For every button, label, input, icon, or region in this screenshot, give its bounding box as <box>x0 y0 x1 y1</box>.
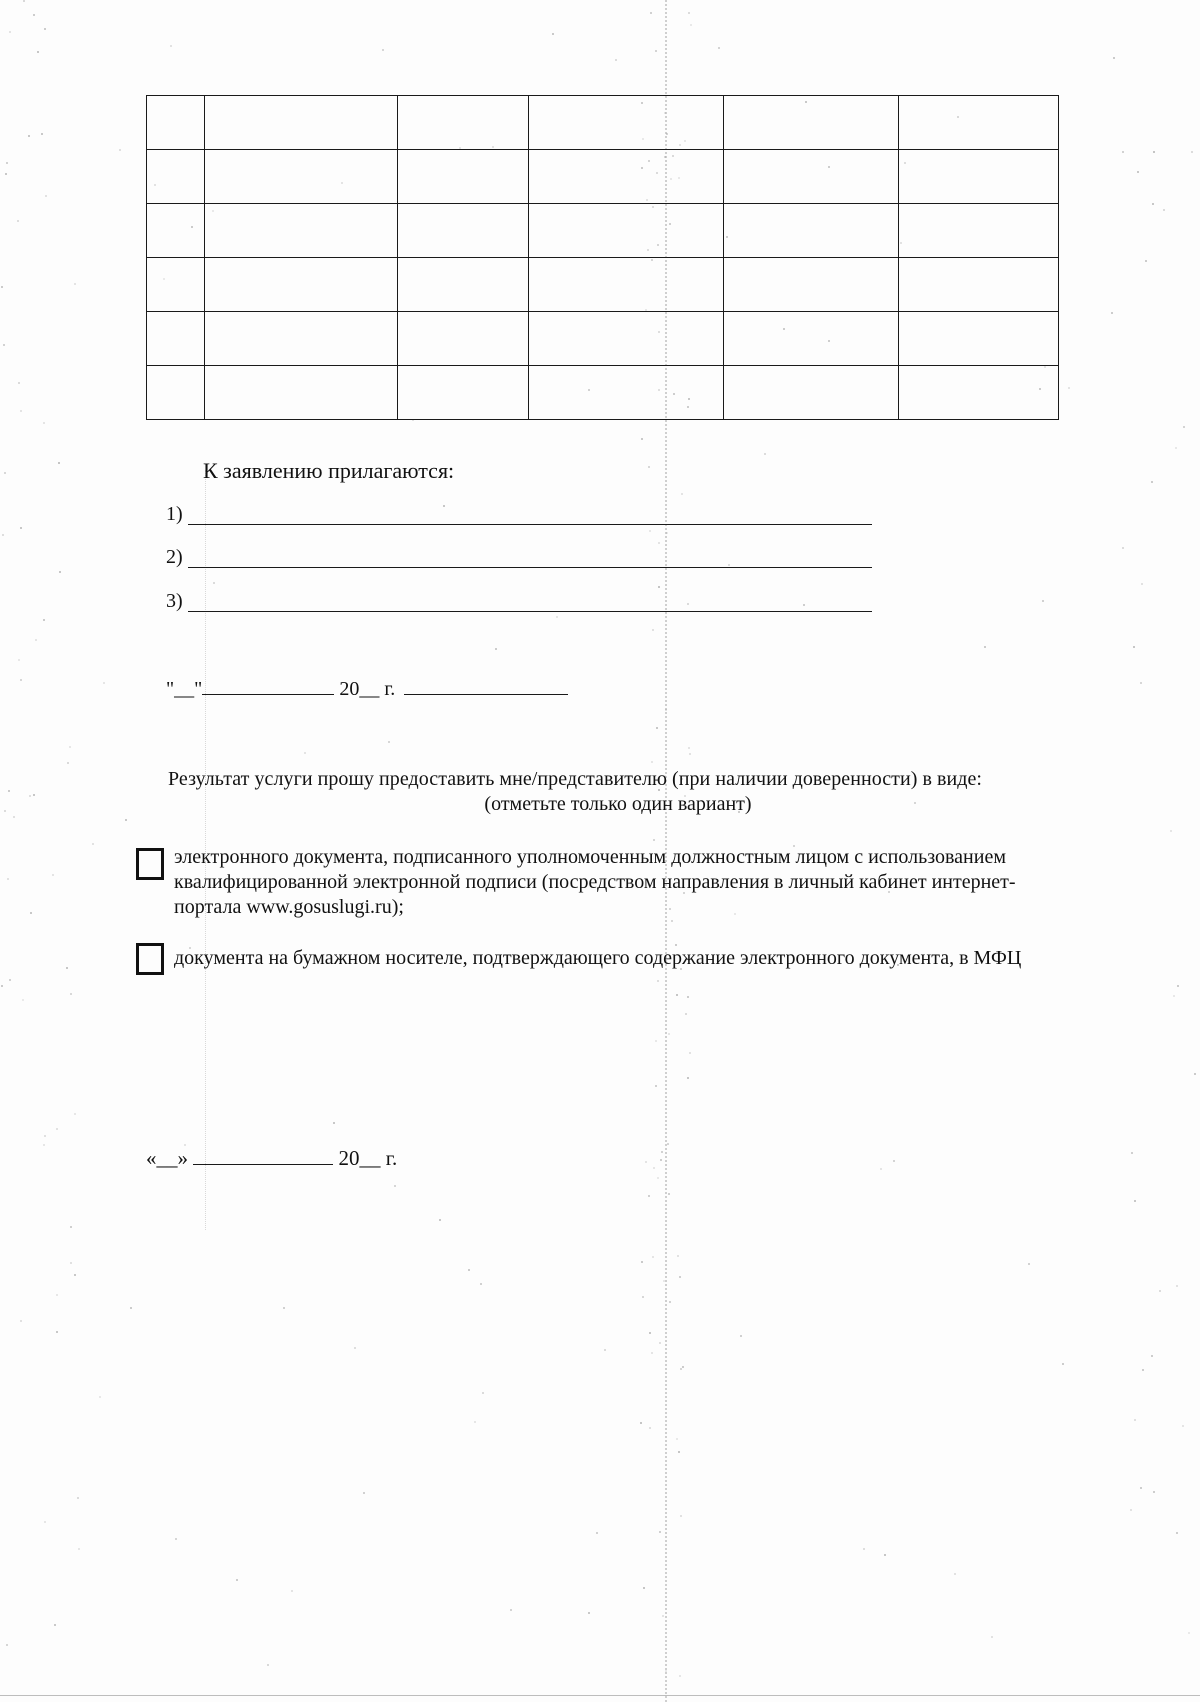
scan-speck <box>687 1077 689 1079</box>
scan-speck <box>1188 1632 1190 1634</box>
scan-speck <box>677 1255 679 1257</box>
scan-speck <box>92 843 94 845</box>
scan-speck <box>643 1587 645 1589</box>
scan-speck <box>652 629 654 631</box>
scan-speck <box>333 1122 335 1124</box>
table-cell[interactable] <box>529 258 724 312</box>
table-cell[interactable] <box>398 204 529 258</box>
table-cell[interactable] <box>398 96 529 150</box>
scan-speck <box>596 1532 598 1534</box>
scan-speck <box>74 1274 76 1276</box>
scan-speck <box>5 173 7 175</box>
scan-speck <box>1142 1369 1144 1371</box>
table-cell[interactable] <box>529 150 724 204</box>
scan-speck <box>77 1497 79 1499</box>
scan-speck <box>1062 1363 1064 1365</box>
scan-speck <box>863 1548 865 1550</box>
date-quote-close: " <box>194 678 203 700</box>
scan-speck <box>2 534 4 536</box>
scan-speck <box>893 1160 895 1162</box>
scan-speck <box>680 1515 682 1517</box>
scan-speck <box>1122 547 1124 549</box>
scan-speck <box>1159 1290 1161 1292</box>
scan-speck <box>663 1280 665 1282</box>
scan-speck <box>58 462 60 464</box>
scan-speck <box>20 527 22 529</box>
scan-speck <box>1068 387 1070 389</box>
scan-speck <box>439 1219 441 1221</box>
scan-speck <box>43 422 45 424</box>
scan-speck <box>1145 260 1147 262</box>
scan-speck <box>651 1352 653 1354</box>
table-cell[interactable] <box>724 96 899 150</box>
attachment-number-1: 1) <box>166 503 183 525</box>
table-cell[interactable] <box>529 366 724 420</box>
scan-speck <box>468 1269 470 1271</box>
scan-speck <box>1176 1285 1178 1287</box>
scan-speck <box>689 1052 691 1054</box>
scan-speck <box>20 1320 22 1322</box>
table-cell[interactable] <box>899 150 1059 204</box>
scan-speck <box>41 133 43 135</box>
date2-month-blank[interactable] <box>193 1146 333 1165</box>
scan-speck <box>991 1636 993 1638</box>
scan-speck <box>671 920 673 922</box>
scan-speck <box>880 1168 882 1170</box>
scan-speck <box>665 1670 667 1672</box>
table-cell[interactable] <box>529 204 724 258</box>
scan-speck <box>1177 985 1179 987</box>
scan-speck <box>495 648 497 650</box>
scan-speck <box>119 149 121 151</box>
scan-speck <box>103 682 105 684</box>
scan-speck <box>70 993 72 995</box>
scan-speck <box>676 1438 678 1440</box>
scan-speck <box>1122 151 1124 153</box>
scan-speck <box>657 980 659 982</box>
scan-speck <box>56 1128 58 1130</box>
table-cell[interactable] <box>205 258 398 312</box>
scan-speck <box>1131 1152 1133 1154</box>
scan-speck <box>645 1161 647 1163</box>
scan-speck <box>1191 151 1193 153</box>
scan-speck <box>1173 995 1175 997</box>
table-cell[interactable] <box>398 150 529 204</box>
scan-speck <box>648 1195 650 1197</box>
table-row <box>147 96 1059 150</box>
scan-speck <box>18 382 20 384</box>
scan-speck <box>1182 1425 1184 1427</box>
scan-speck <box>20 410 22 412</box>
scan-speck <box>649 530 651 532</box>
scan-speck <box>650 12 652 14</box>
scan-speck <box>474 1421 476 1423</box>
scan-speck <box>33 14 35 16</box>
table-cell[interactable] <box>529 312 724 366</box>
table-cell[interactable] <box>899 204 1059 258</box>
scan-speck <box>45 195 47 197</box>
date-year-blank[interactable]: __ <box>359 678 380 700</box>
date-signature-line-1 <box>166 676 568 701</box>
scan-speck <box>170 45 172 47</box>
scan-speck <box>1194 1073 1196 1075</box>
scan-speck <box>764 453 766 455</box>
scan-speck <box>657 1177 659 1179</box>
scan-speck <box>679 1675 681 1677</box>
scan-speck <box>653 1167 655 1169</box>
date-quote-open: " <box>166 678 175 700</box>
scan-speck <box>660 1159 662 1161</box>
scan-speck <box>649 1332 651 1334</box>
option-electronic-line-3: портала www.gosuslugi.ru); <box>174 896 404 918</box>
table-cell[interactable] <box>724 258 899 312</box>
option-electronic-line-1: электронного документа, подписанного уполномоченным должностным лицом с использованием <box>174 846 1006 868</box>
scan-speck <box>43 1144 45 1146</box>
scan-speck <box>443 505 445 507</box>
scan-speck <box>1130 1509 1132 1511</box>
scan-speck <box>689 753 691 755</box>
table-cell[interactable] <box>205 204 398 258</box>
table-row <box>147 258 1059 312</box>
scan-speck <box>52 874 54 876</box>
scan-speck <box>740 1335 742 1337</box>
scan-speck <box>1140 682 1142 684</box>
date-month-blank[interactable] <box>202 676 334 695</box>
table-cell[interactable] <box>724 204 899 258</box>
scan-speck <box>1170 830 1172 832</box>
scan-speck <box>679 1276 681 1278</box>
scan-speck <box>1 286 3 288</box>
scan-speck <box>688 747 690 749</box>
scan-speck <box>954 1573 956 1575</box>
scan-speck <box>648 466 650 468</box>
scan-speck <box>655 1085 657 1087</box>
table-cell[interactable] <box>398 312 529 366</box>
scan-speck <box>44 1135 46 1137</box>
date-day-blank[interactable]: __ <box>174 678 195 700</box>
scan-speck <box>734 913 736 915</box>
scan-speck <box>1134 1200 1136 1202</box>
scan-speck <box>20 679 22 681</box>
scan-speck <box>6 162 8 164</box>
scan-speck <box>669 908 671 910</box>
table-cell[interactable] <box>147 96 205 150</box>
scan-speck <box>17 220 19 222</box>
date-signature-line-2 <box>146 1146 397 1171</box>
scan-speck <box>18 659 20 661</box>
scan-speck <box>642 1296 644 1298</box>
scan-speck <box>394 1185 396 1187</box>
table-cell[interactable] <box>398 258 529 312</box>
scan-speck <box>382 49 384 51</box>
scan-speck <box>70 1262 72 1264</box>
attachment-number-3: 3) <box>166 590 183 612</box>
date-year-prefix: 20 <box>339 678 360 700</box>
scan-speck <box>1176 1532 1178 1534</box>
scan-speck <box>653 839 655 841</box>
scan-speck <box>1175 447 1177 449</box>
table-cell[interactable] <box>147 258 205 312</box>
scan-speck <box>658 586 660 588</box>
scan-speck <box>482 1392 484 1394</box>
scan-speck <box>67 762 69 764</box>
scan-speck <box>28 135 30 137</box>
scan-speck <box>1042 600 1044 602</box>
date2-day-blank[interactable]: __ <box>156 1146 178 1170</box>
scan-speck <box>44 28 46 30</box>
result-note: (отметьте только один вариант) <box>484 793 752 815</box>
scan-speck <box>267 1664 269 1666</box>
scan-speck <box>13 816 15 818</box>
date2-year-suffix: г. <box>380 1146 398 1170</box>
scan-speck <box>690 24 692 26</box>
scan-bottom-edge <box>0 1695 1200 1696</box>
option-paper-line-1: документа на бумажном носителе, подтверждающего содержание электронного документа, в МФЦ <box>174 947 1022 969</box>
attachment-line-2[interactable] <box>188 567 872 568</box>
scan-speck <box>656 727 658 729</box>
scan-speck <box>510 1609 512 1611</box>
scan-speck <box>30 912 32 914</box>
scan-speck <box>1151 481 1153 483</box>
scan-speck <box>3 344 5 346</box>
scan-speck <box>54 1624 56 1626</box>
scan-speck <box>213 582 215 584</box>
scan-speck <box>665 709 667 711</box>
table-cell[interactable] <box>205 96 398 150</box>
date-year-suffix: г. <box>379 678 396 700</box>
scan-speck <box>74 1113 76 1115</box>
scan-speck <box>1152 203 1154 205</box>
table-row <box>147 366 1059 420</box>
scan-speck <box>676 994 678 996</box>
table-row <box>147 312 1059 366</box>
scan-speck <box>1028 1263 1030 1265</box>
scan-speck <box>1140 1487 1142 1489</box>
scan-speck <box>669 1301 671 1303</box>
table-cell[interactable] <box>899 312 1059 366</box>
table-cell[interactable] <box>529 96 724 150</box>
scan-speck <box>99 1396 101 1398</box>
scan-speck <box>667 1143 669 1145</box>
scan-speck <box>803 604 805 606</box>
scan-speck <box>1141 583 1143 585</box>
scan-speck <box>728 564 730 566</box>
scan-speck <box>681 493 683 495</box>
scan-speck <box>984 646 986 648</box>
scan-speck <box>651 761 653 763</box>
scan-speck <box>680 1368 682 1370</box>
scan-speck <box>9 31 11 33</box>
scan-speck <box>661 1151 663 1153</box>
scan-speck <box>1153 1491 1155 1493</box>
scan-speck <box>69 746 71 748</box>
date2-year-prefix: 20 <box>338 1146 360 1170</box>
scan-speck <box>687 603 689 605</box>
option-electronic-line-2: квалифицированной электронной подписи (посредством направления в личный кабинет интернет- <box>174 871 1016 893</box>
attachments-title: К заявлению прилагаются: <box>203 458 455 483</box>
scan-speck <box>641 1261 643 1263</box>
scan-speck <box>659 1342 661 1344</box>
scan-speck <box>659 1531 661 1533</box>
scan-speck <box>175 1538 177 1540</box>
scan-speck <box>649 1427 651 1429</box>
scan-speck <box>718 47 720 49</box>
scan-speck <box>130 1307 132 1309</box>
scan-speck <box>74 283 76 285</box>
scan-speck <box>7 878 9 880</box>
scan-speck <box>615 59 617 61</box>
scan-speck <box>1113 57 1115 59</box>
option-electronic-checkbox[interactable] <box>136 848 164 880</box>
table-cell[interactable] <box>899 366 1059 420</box>
table-body <box>147 96 1059 420</box>
scan-speck <box>9 979 11 981</box>
scan-speck <box>658 542 660 544</box>
table-row <box>147 204 1059 258</box>
scan-speck <box>687 996 689 998</box>
scan-speck <box>685 1013 687 1015</box>
scan-speck <box>56 1331 58 1333</box>
scan-speck <box>1133 646 1135 648</box>
scan-speck <box>666 532 668 534</box>
scan-speck <box>1163 209 1165 211</box>
data-table <box>146 95 1059 420</box>
scan-speck <box>1111 312 1113 314</box>
scan-speck <box>668 1193 670 1195</box>
scan-speck <box>655 50 657 52</box>
scan-speck <box>35 639 37 641</box>
table-cell[interactable] <box>205 150 398 204</box>
table-cell[interactable] <box>147 312 205 366</box>
scan-speck <box>56 1294 58 1296</box>
scan-speck <box>4 472 6 474</box>
table-cell[interactable] <box>147 150 205 204</box>
scan-speck <box>1134 1419 1136 1421</box>
scan-speck <box>1183 426 1185 428</box>
scan-speck <box>37 51 39 53</box>
table-cell[interactable] <box>205 312 398 366</box>
scan-speck <box>556 616 558 618</box>
table-cell[interactable] <box>398 366 529 420</box>
scan-speck <box>682 1366 684 1368</box>
table-cell[interactable] <box>147 366 205 420</box>
attachment-line-1[interactable] <box>188 524 872 525</box>
result-statement: Результат услуги прошу предоставить мне/представителю (при наличии доверенности) в виде: <box>168 768 983 790</box>
scan-speck <box>125 819 127 821</box>
scan-speck <box>641 438 643 440</box>
scan-speck <box>678 1451 680 1453</box>
scan-speck <box>70 1226 72 1228</box>
option-paper-checkbox[interactable] <box>136 943 164 975</box>
table-row <box>147 150 1059 204</box>
scan-speck <box>655 1040 657 1042</box>
scan-speck <box>1137 171 1139 173</box>
scan-speck <box>291 1590 293 1592</box>
scan-speck <box>1151 1355 1153 1357</box>
table-cell[interactable] <box>899 258 1059 312</box>
scan-speck <box>78 1548 80 1550</box>
table-cell[interactable] <box>205 366 398 420</box>
attachment-line-3[interactable] <box>188 611 872 612</box>
table-cell[interactable] <box>724 150 899 204</box>
scan-speck <box>43 619 45 621</box>
signature-blank[interactable] <box>404 676 568 695</box>
scan-speck <box>662 1615 664 1617</box>
scan-speck <box>22 999 24 1001</box>
scan-speck <box>6 1644 8 1646</box>
date2-quote-close: » <box>177 1146 188 1170</box>
scan-speck <box>588 1612 590 1614</box>
scan-speck <box>236 1579 238 1581</box>
scan-speck <box>480 1283 482 1285</box>
scan-speck <box>283 1307 285 1309</box>
scan-speck <box>354 1347 356 1349</box>
scan-speck <box>668 1033 670 1035</box>
scan-speck <box>388 741 390 743</box>
scan-speck <box>604 1349 606 1351</box>
scan-speck <box>66 967 68 969</box>
scan-speck <box>688 12 690 14</box>
date2-quote-open: « <box>146 1146 157 1170</box>
scan-speck <box>44 1521 46 1523</box>
attachment-number-2: 2) <box>166 546 183 568</box>
table-cell[interactable] <box>724 312 899 366</box>
scan-speck <box>304 752 306 754</box>
scan-speck <box>1 985 3 987</box>
scan-speck <box>652 1256 654 1258</box>
scan-speck <box>23 0 25 2</box>
table-cell[interactable] <box>147 204 205 258</box>
scan-speck <box>59 571 61 573</box>
scan-speck <box>1153 151 1155 153</box>
table-cell[interactable] <box>724 366 899 420</box>
date2-year-blank[interactable]: __ <box>359 1146 381 1170</box>
scan-speck <box>363 1492 365 1494</box>
scan-speck <box>640 1422 642 1424</box>
scan-speck <box>884 1554 886 1556</box>
scan-speck <box>552 33 554 35</box>
table-cell[interactable] <box>899 96 1059 150</box>
